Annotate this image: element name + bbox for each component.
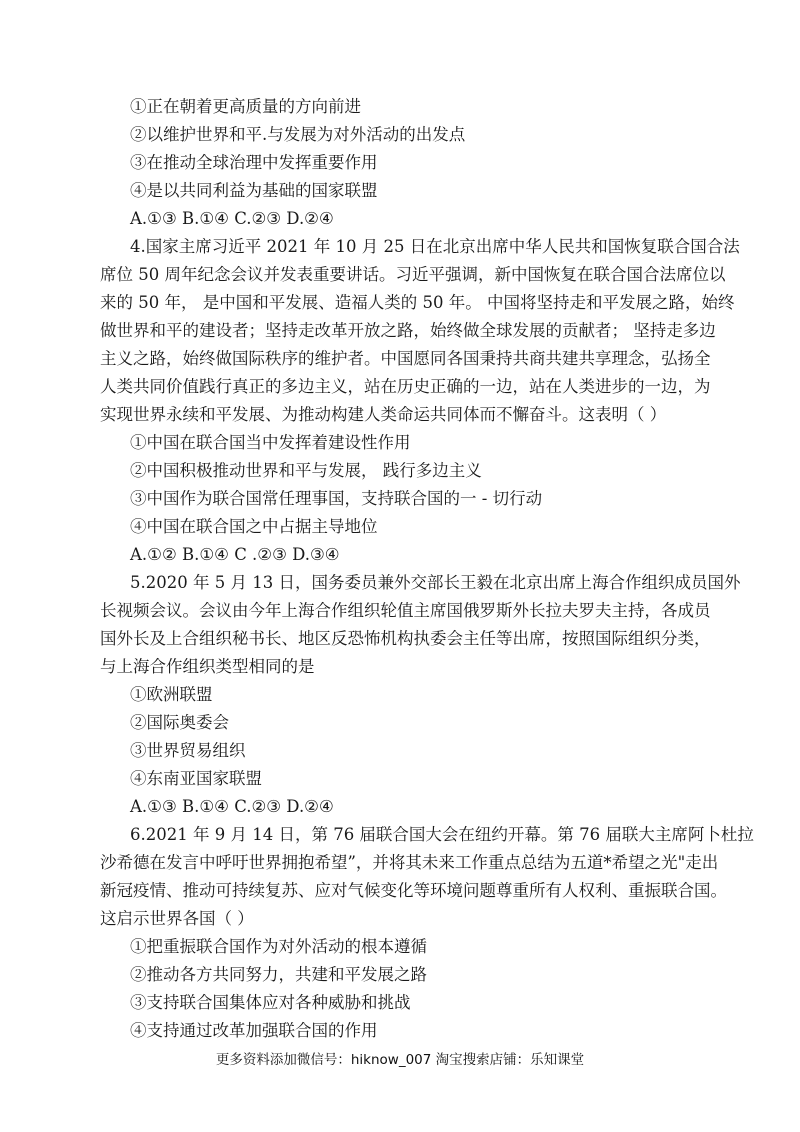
q3-option-4: ④是以共同利益为基础的国家联盟 [130,181,378,200]
q4-option-2: ②中国积极推动世界和平与发展， 践行多边主义 [130,461,482,480]
q5-stem-line: 长视频会议。会议由今年上海合作组织轮值主席国俄罗斯外长拉夫罗夫主持，各成员 [100,601,711,620]
q4-option-3: ③中国作为联合国常任理事国，支持联合国的一 - 切行动 [130,489,543,508]
q5-option-3: ③世界贸易组织 [130,741,246,760]
q3-option-3: ③在推动全球治理中发挥重要作用 [130,153,378,172]
q5-answer-choices: A.①③ B.①④ C.②③ D.②④ [130,797,334,816]
q5-stem-line: 国外长及上合组织秘书长、地区反恐怖机构执委会主任等出席，按照国际组织分类， [100,629,711,648]
q4-option-4: ④中国在联合国之中占据主导地位 [130,517,378,536]
q6-option-2: ②推动各方共同努力，共建和平发展之路 [130,965,427,984]
q6-stem-line: 新冠疫情、推动可持续复苏、应对气候变化等环境问题尊重所有人权利、重振联合国。 [100,881,727,900]
q6-option-3: ③支持联合国集体应对各种威胁和挑战 [130,993,411,1012]
q4-stem-line: 4.国家主席习近平 2021 年 10 月 25 日在北京出席中华人民共和国恢复联合国合法 [130,237,740,256]
q4-stem-line: 实现世界永续和平发展、为推动构建人类命运共同体而不懈奋斗。这表明（ ） [100,405,667,424]
q6-stem-line: 6.2021 年 9 月 14 日，第 76 届联合国大会在纽约开幕。第 76 届联大主席阿卜杜拉 [130,825,754,844]
q3-option-1: ①正在朝着更高质量的方向前进 [130,97,361,116]
q6-stem-line: 沙希德在发言中呼吁世界拥抱希望”，并将其未来工作重点总结为五道*希望之光"走出 [100,853,719,872]
q4-stem-line: 主义之路，始终做国际秩序的维护者。中国愿同各国秉持共商共建共享理念，弘扬全 [100,349,711,368]
q5-stem-line: 与上海合作组织类型相同的是 [100,657,315,676]
q5-option-2: ②国际奥委会 [130,713,229,732]
q5-stem-line: 5.2020 年 5 月 13 日，国务委员兼外交部长王毅在北京出席上海合作组织成员国外 [130,573,741,592]
q6-option-1: ①把重振联合国作为对外活动的根本遵循 [130,937,427,956]
q3-option-2: ②以维护世界和平.与发展为对外活动的出发点 [130,125,466,144]
q4-stem-line: 做世界和平的建设者；坚持走改革开放之路，始终做全球发展的贡献者； 坚持走多边 [100,321,716,340]
q3-answer-choices: A.①③ B.①④ C.②③ D.②④ [130,209,334,228]
q5-option-1: ①欧洲联盟 [130,685,213,704]
q4-stem-line: 人类共同价值践行真正的多边主义，站在历史正确的一边，站在人类进步的一边，为 [100,377,711,396]
q6-option-4: ④支持通过改革加强联合国的作用 [130,1021,378,1040]
q4-option-1: ①中国在联合国当中发挥着建设性作用 [130,433,411,452]
q4-stem-line: 席位 50 周年纪念会议并发表重要讲话。习近平强调，新中国恢复在联合国合法席位以 [100,265,726,284]
q4-stem-line: 来的 50 年， 是中国和平发展、造福人类的 50 年。 中国将坚持走和平发展之路，始终 [100,293,735,312]
page-footer: 更多资料添加微信号：hiknow_007 淘宝搜索店铺：乐知课堂 [215,1052,585,1068]
q4-answer-choices: A.①② B.①④ C .②③ D.③④ [130,545,340,564]
q5-option-4: ④东南亚国家联盟 [130,769,262,788]
q6-stem-line: 这启示世界各国（ ） [100,909,254,928]
